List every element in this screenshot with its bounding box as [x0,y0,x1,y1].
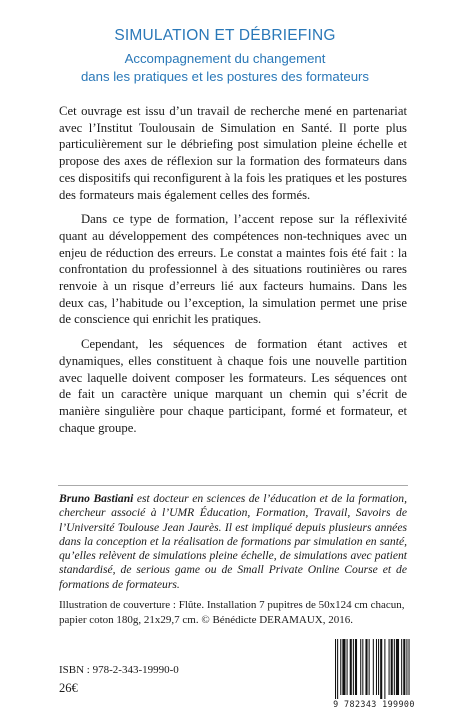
blurb-paragraph-2: Dans ce type de formation, l’accent repose sur la réflexivité quant au développement des compétences non-techniques avec un enjeu de réduction des erreurs. Le constat a maintes fois été fait : la confrontation du professionnel à des situations routinières ou rares renvoie à un risque d’erreurs lié aux facteurs humains. Dans les deux cas, l’habitude ou l’exception, la simulation permet une prise de conscience qui enrichit les pratiques. [59,212,407,327]
separator-line [58,485,408,486]
barcode-bar [401,639,402,695]
barcode-bar [380,639,382,699]
barcode-bar [360,639,361,695]
barcode-bar [406,639,407,695]
barcode-bar [335,639,336,699]
back-cover-blurb [59,103,407,444]
barcode-bar [391,639,393,695]
book-title: SIMULATION ET DÉBRIEFING [114,27,336,44]
author-name: Bruno Bastiani [59,492,134,505]
barcode-bar [362,639,363,695]
barcode-bar [396,639,399,695]
barcode-bar [403,639,405,695]
isbn: ISBN : 978-2-343-19990-0 [59,664,179,676]
barcode-bar [337,639,338,699]
barcode-bar [350,639,352,695]
barcode-bar [355,639,357,695]
blurb-paragraph-1: Cet ouvrage est issu d’un travail de recherche mené en partenariat avec l’Institut Toulousain de Simulation en Santé. Il porte plus particulièrement sur le débriefing post simulation pleine échelle et propose des axes de réflexion sur la formation des formateurs dans ces dispositifs qui reconfigurent à la fois les pratiques et les postures des formateurs mais également celles des formés. [59,104,407,202]
barcode-bar [389,639,390,695]
author-bio [59,492,407,592]
barcode-bar [394,639,395,695]
illustration-credit: Illustration de couverture : Flûte. Installation 7 pupitres de 50x124 cm chacun, papier coton 180g, 21x29,7 cm. © Bénédicte DERAMAUX, 2016. [59,599,405,626]
book-subtitle [0,50,450,86]
blurb-paragraph-3: Cependant, les séquences de formation étant actives et dynamiques, elles constituent à chaque fois une nouvelle partition avec laquelle doivent composer les formateurs. Les séquences ont de fait un caractère unique marquant un chemin qui s’écrit de manière singulière pour chaque participant, formé et formateur, et chaque groupe. [59,337,407,435]
barcode-bar [365,639,367,695]
barcode-digits: 9 782343 199900 [333,699,415,709]
barcode-bar [376,639,377,695]
barcode-bar [378,639,379,695]
barcode-bar [409,639,410,695]
subtitle-line-1: Accompagnement du changement [124,51,326,66]
barcode-bar [340,639,341,695]
barcode-bar [347,639,348,695]
barcode-bar [373,639,374,695]
barcode-bar [369,639,370,695]
barcode-bar [353,639,354,695]
subtitle-line-2: dans les pratiques et les postures des formateurs [80,69,370,84]
barcode-bar [384,639,385,699]
barcode-bars [333,639,413,699]
price: 26€ [59,681,78,695]
author-bio-text: est docteur en sciences de l’éducation et de la formation, chercheur associé à l’UMR Éducation, Formation, Travail, Savoirs de l’Université Toulouse Jean Jaurès. Il est impliqué depuis plusieurs années dans la conception et la réalisation de formations par simulation en santé, qu’elles relèvent de simulations pleine échelle, de simulations avec patient standardisé, de serious game ou de Small Private Online Course et de formations de formateurs. [59,492,407,591]
barcode-bar [342,639,345,695]
